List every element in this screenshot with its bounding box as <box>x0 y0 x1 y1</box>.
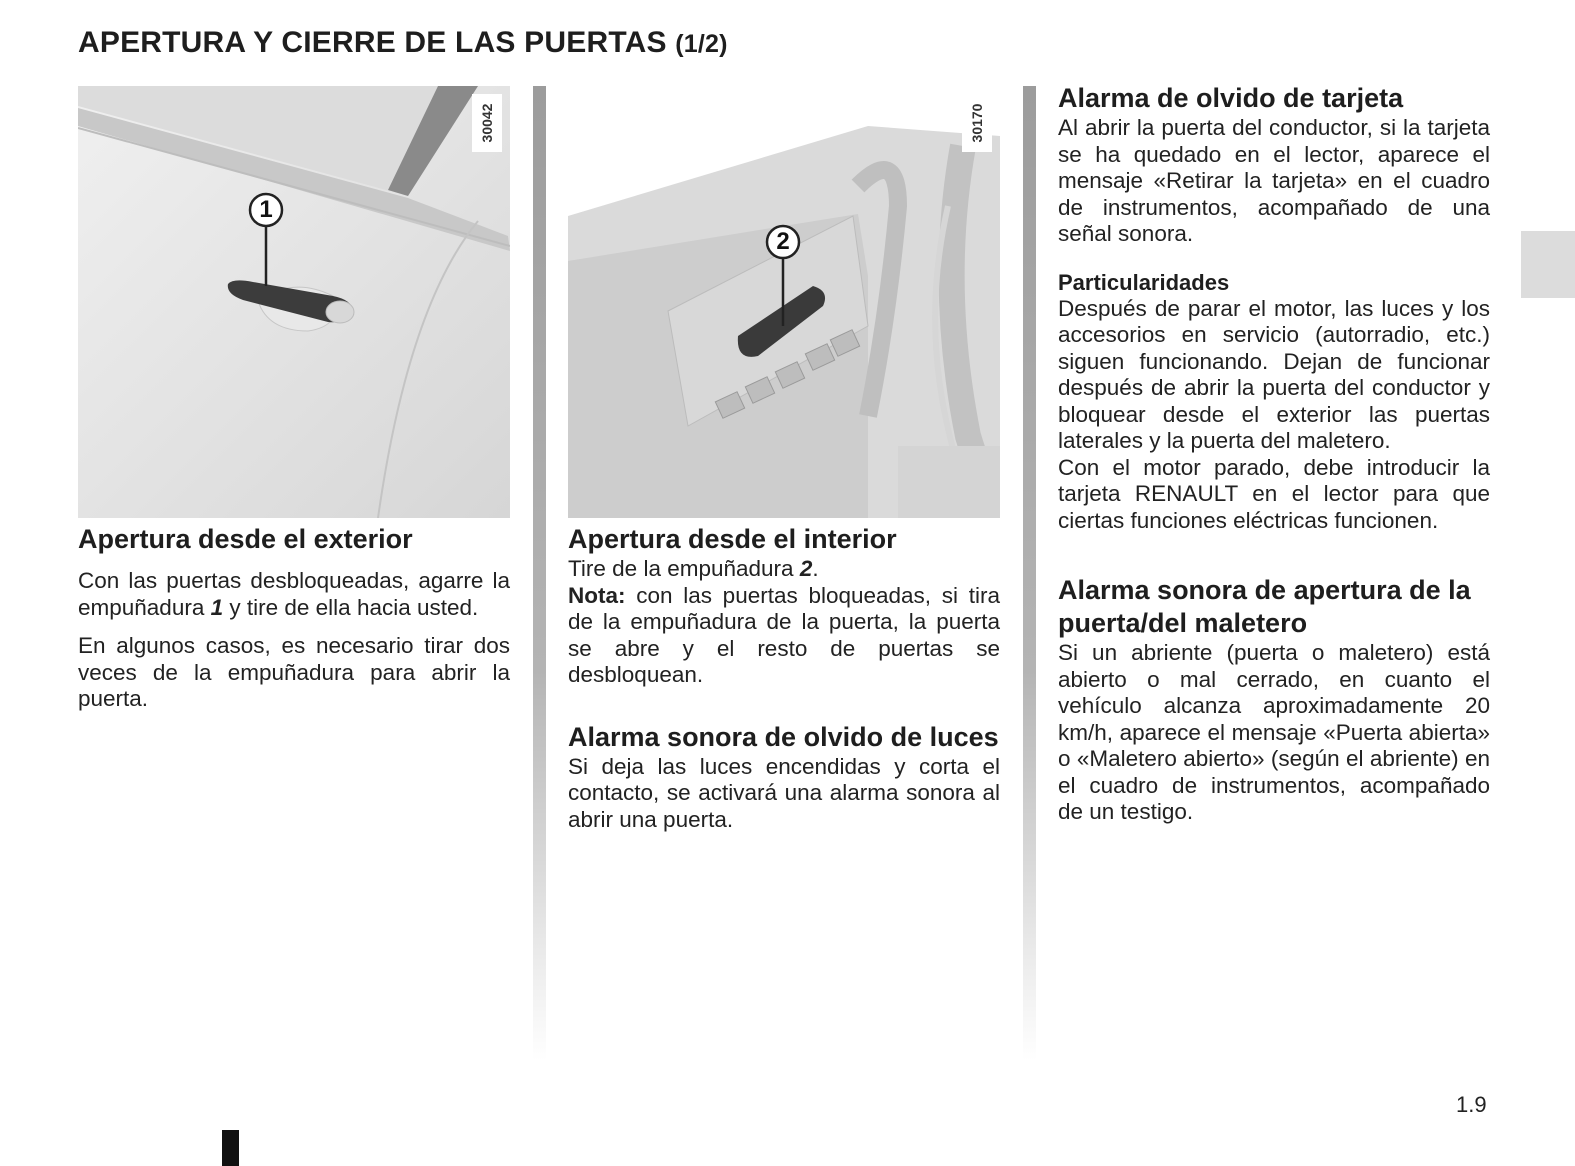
figure-id-badge <box>472 94 502 152</box>
page-number: 1.9 <box>1456 1092 1487 1117</box>
figure-interior-door-handle <box>568 86 1000 518</box>
column-middle <box>568 86 1000 833</box>
heading-door-alarm: Alarma sonora de apertura de la puerta/del maletero <box>1058 575 1471 638</box>
paragraph-lights-alarm: Si deja las luces encendidas y corta el contacto, se activará una alarma sonora al abrir una puerta. <box>568 753 1000 832</box>
text-run: Tire de la empuñadura <box>568 556 800 581</box>
figure-id-badge <box>962 94 992 152</box>
text-run: Con las puertas desbloqueadas, agarre la empuñadura <box>78 568 510 620</box>
text-run: . <box>812 556 819 581</box>
callout-2-leader <box>568 86 1000 518</box>
column-right <box>1058 83 1490 826</box>
paragraph-card-alarm: Al abrir la puerta del conductor, si la tarjeta se ha quedado en el lector, aparece el mensaje «Retirar la tarjeta» en el cuadro de instrumentos, acompañado de una señal sonora. <box>1058 115 1490 246</box>
paragraph-particularities-1: Después de parar el motor, las luces y los accesorios en servicio (autorradio, etc.) siguen funcionando. Dejan de funcionar después de abrir la puerta del conductor y bloquear desde el exterior las puertas laterales y la puerta del maletero. <box>1058 295 1490 453</box>
paragraph-interior-1 <box>568 556 1000 583</box>
callout-1: 1 <box>259 196 273 223</box>
figure-id: 30042 <box>479 103 495 143</box>
heading-exterior-opening: Apertura desde el exterior <box>78 524 413 554</box>
paragraph-note <box>568 583 1000 689</box>
heading-lights-alarm: Alarma sonora de olvido de luces <box>568 721 999 752</box>
paragraph-exterior-1 <box>78 568 510 621</box>
reference-2: 2 <box>799 556 813 581</box>
figure-exterior-door-handle <box>78 86 510 518</box>
reference-1: 1 <box>210 594 224 620</box>
column-divider-right <box>1023 86 1036 1061</box>
heading-card-alarm: Alarma de olvido de tarjeta <box>1058 83 1404 113</box>
text-run: y tire de ella hacia usted. <box>223 594 479 620</box>
page-title-text: APERTURA Y CIERRE DE LAS PUERTAS <box>78 26 667 59</box>
column-left <box>78 86 510 713</box>
crop-mark <box>222 1130 239 1166</box>
paragraph-door-alarm: Si un abriente (puerta o maletero) está abierto o mal cerrado, en cuanto el vehículo alcanza aproximadamente 20 km/h, aparece el mensaje «Puerta abierta» o «Maletero abierto» (según el abriente) en el cuadro de instrumentos, acompañado de un testigo. <box>1058 640 1490 824</box>
figure-id: 30170 <box>969 103 985 143</box>
page-title <box>78 26 728 60</box>
note-text: con las puertas bloqueadas, si tira de la empuñadura de la puerta, la puerta se abre y el resto de puertas se desbloquean. <box>568 582 1000 687</box>
heading-interior-opening: Apertura desde el interior <box>568 524 897 554</box>
column-divider-left <box>533 86 546 1061</box>
callout-2: 2 <box>776 228 790 255</box>
callout-1-leader <box>78 86 510 518</box>
paragraph-particularities-2: Con el motor parado, debe introducir la tarjeta RENAULT en el lector para que ciertas funciones eléctricas funcionen. <box>1058 454 1490 533</box>
heading-particularities: Particularidades <box>1058 269 1230 295</box>
note-label: Nota: <box>568 582 626 608</box>
section-tab-marker <box>1521 231 1575 298</box>
page-title-part: (1/2) <box>675 30 728 58</box>
paragraph-exterior-2: En algunos casos, es necesario tirar dos veces de la empuñadura para abrir la puerta. <box>78 633 510 711</box>
